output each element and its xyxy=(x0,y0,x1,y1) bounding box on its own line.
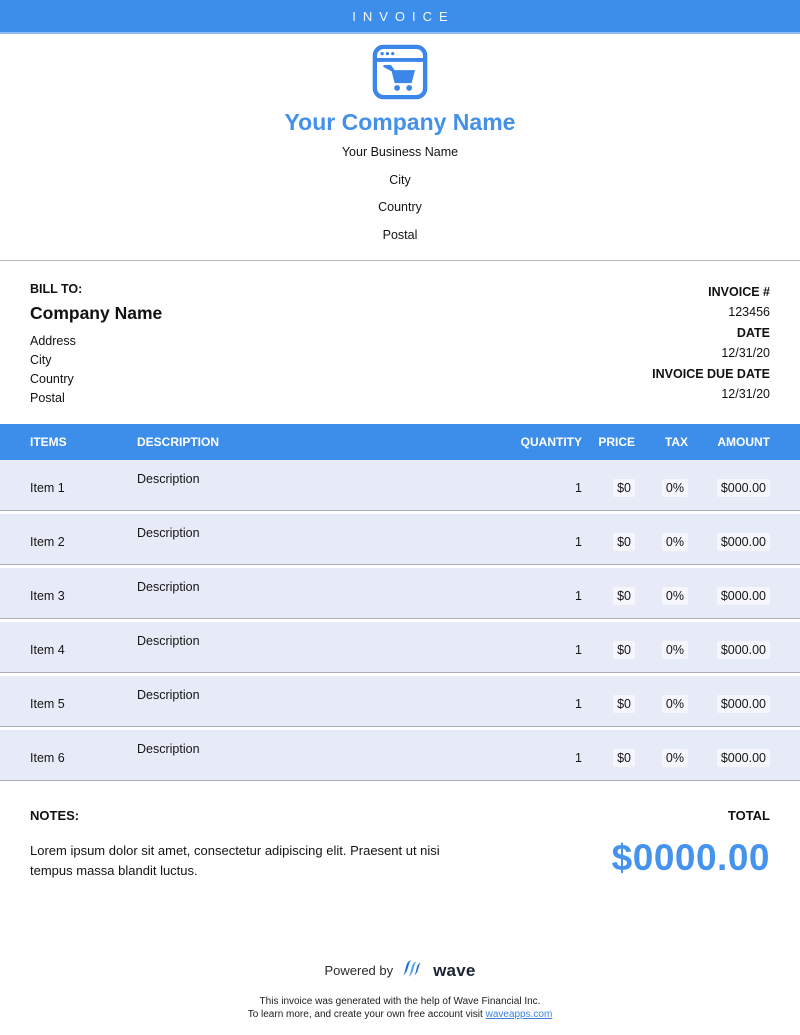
total-amount: $0000.00 xyxy=(611,836,770,878)
item-description: Description xyxy=(137,741,200,756)
summary-section xyxy=(0,784,800,881)
bill-to-city: City xyxy=(30,352,52,367)
item-tax: 0% xyxy=(635,676,688,726)
col-header-quantity: QUANTITY xyxy=(520,434,582,449)
item-name: Item 5 xyxy=(30,696,65,711)
bill-to-label: BILL TO: xyxy=(30,281,83,296)
item-quantity: 1 xyxy=(575,480,582,495)
item-name: Item 6 xyxy=(30,750,65,765)
item-description: Description xyxy=(137,633,200,648)
bill-to-company: Company Name xyxy=(30,302,163,323)
invoice-number: 123456 xyxy=(728,305,770,319)
table-header-row xyxy=(0,424,800,460)
item-amount: $000.00 xyxy=(688,568,770,618)
item-amount: $000.00 xyxy=(688,460,770,510)
col-header-price: PRICE xyxy=(598,434,635,449)
invoice-title: INVOICE xyxy=(352,8,455,24)
company-logo xyxy=(371,43,429,101)
items-table xyxy=(0,424,800,781)
shopping-cart-browser-icon xyxy=(371,43,429,101)
item-name: Item 3 xyxy=(30,588,65,603)
item-price: $0 xyxy=(582,622,635,672)
col-header-items: ITEMS xyxy=(30,434,67,449)
bill-to-block xyxy=(30,282,162,408)
item-description: Description xyxy=(137,579,200,594)
total-label: TOTAL xyxy=(727,807,770,823)
waveapps-link[interactable]: waveapps.com xyxy=(485,1008,553,1020)
invoice-number-label: INVOICE # xyxy=(708,284,770,299)
col-header-description: DESCRIPTION xyxy=(137,434,220,449)
item-tax: 0% xyxy=(635,622,688,672)
table-row xyxy=(0,676,800,727)
company-country: Country xyxy=(378,200,422,214)
company-header xyxy=(0,34,800,260)
item-quantity: 1 xyxy=(575,750,582,765)
footer-fineprint xyxy=(0,996,800,1021)
item-quantity: 1 xyxy=(575,642,582,657)
item-tax: 0% xyxy=(635,730,688,780)
item-description: Description xyxy=(137,471,200,486)
item-price: $0 xyxy=(582,568,635,618)
item-price: $0 xyxy=(582,514,635,564)
invoice-date: 12/31/20 xyxy=(721,346,770,360)
table-row xyxy=(0,568,800,619)
item-amount: $000.00 xyxy=(688,514,770,564)
notes-text: Lorem ipsum dolor sit amet, consectetur adipiscing elit. Praesent ut nisi tempus massa blandit luctus. xyxy=(30,842,440,878)
table-row xyxy=(0,622,800,673)
footer xyxy=(0,958,800,1021)
company-postal: Postal xyxy=(382,227,418,242)
invoice-due-date-label: INVOICE DUE DATE xyxy=(652,366,770,381)
col-header-tax: TAX xyxy=(664,434,688,449)
item-name: Item 4 xyxy=(30,642,65,657)
item-description: Description xyxy=(137,687,200,702)
table-row xyxy=(0,730,800,781)
item-amount: $000.00 xyxy=(688,676,770,726)
item-price: $0 xyxy=(582,460,635,510)
meta-section xyxy=(0,261,800,424)
bill-to-address: Address xyxy=(30,333,76,348)
table-row xyxy=(0,460,800,511)
item-tax: 0% xyxy=(635,514,688,564)
item-amount: $000.00 xyxy=(688,622,770,672)
item-price: $0 xyxy=(582,730,635,780)
item-quantity: 1 xyxy=(575,534,582,549)
item-amount: $000.00 xyxy=(688,730,770,780)
powered-by-text: Powered by xyxy=(324,963,394,978)
item-quantity: 1 xyxy=(575,696,582,711)
fineprint-line2: To learn more, and create your own free account visit waveapps.com xyxy=(247,1008,553,1020)
item-price: $0 xyxy=(582,676,635,726)
bill-to-postal: Postal xyxy=(30,390,65,405)
col-header-amount: AMOUNT xyxy=(717,434,770,449)
invoice-meta-block xyxy=(652,282,770,408)
wave-logo-icon xyxy=(400,958,426,983)
item-tax: 0% xyxy=(635,460,688,510)
item-tax: 0% xyxy=(635,568,688,618)
bill-to-country: Country xyxy=(30,371,74,386)
business-name: Your Business Name xyxy=(341,145,459,159)
item-name: Item 1 xyxy=(30,480,65,495)
invoice-title-bar xyxy=(0,0,800,34)
wave-brand-name: wave xyxy=(433,960,476,980)
invoice-due-date: 12/31/20 xyxy=(721,387,770,401)
company-city: City xyxy=(389,172,411,187)
table-row xyxy=(0,514,800,565)
item-quantity: 1 xyxy=(575,588,582,603)
fineprint-line1: This invoice was generated with the help of Wave Financial Inc. xyxy=(259,996,541,1007)
company-name: Your Company Name xyxy=(284,109,516,135)
item-name: Item 2 xyxy=(30,534,65,549)
notes-label: NOTES: xyxy=(30,807,80,823)
item-description: Description xyxy=(137,525,200,540)
invoice-date-label: DATE xyxy=(736,325,770,340)
